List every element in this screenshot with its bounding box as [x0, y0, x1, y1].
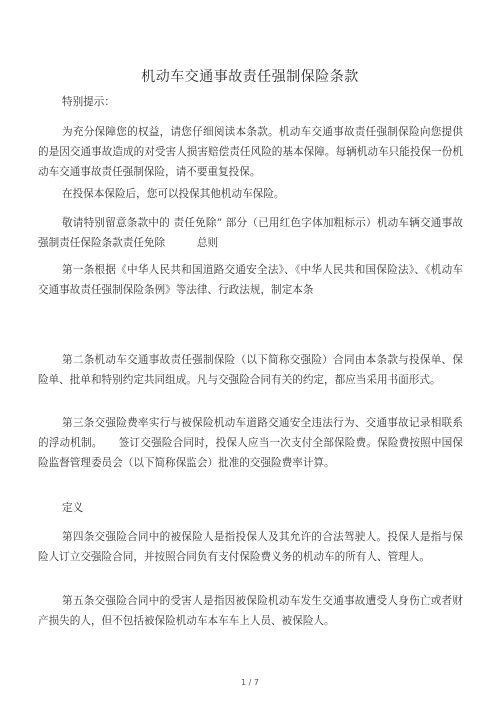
section-definitions: 定义 [62, 502, 84, 514]
article-4: 第四条交强险合同中的被保险人是指投保人及其允许的合法驾驶人。投保人是指与保险人订立交强险合同，并按照合同负有支付保险费义务的机动车的所有人、管理人。 [38, 531, 463, 563]
document-title: 机动车交通事故责任强制保险条款 [141, 69, 359, 85]
page-number: 1 / 7 [241, 678, 259, 687]
paragraph-exclusion-notice: 敬请特别留意条款中的 责任免除” 部分（已用红色字体加粗标示）机动车辆交通事故强制责任保险条款责任免除 总则 [38, 217, 463, 249]
article-2: 第二条机动车交通事故责任强制保险（以下简称交强险）合同由本条款与投保单、保险单、批单和特别约定共同组成。凡与交强险合同有关的约定，都应当采用书面形式。 [38, 354, 463, 386]
paragraph-other-insurance: 在投保本保险后，您可以投保其他机动车保险。 [62, 188, 285, 200]
article-1: 第一条根据《中华人民共和国道路交通安全法》、《中华人民共和国保险法》、《机动车交通事故责任强制保险条例》等法律、行政法规，制定本条 [38, 264, 463, 296]
article-3: 第三条交强险费率实行与被保险机动车道路交通安全违法行为、交通事故记录相联系的浮动机制。 签订交强险合同时，投保人应当一次支付全部保险费。保险费按照中国保险监督管理委员会（以下简称保监会）批准的交强险费率计算。 [38, 417, 463, 469]
special-notice-heading: 特别提示： [62, 96, 115, 108]
paragraph-intro: 为充分保障您的权益，请您仔细阅读本条款。机动车交通事故责任强制保险向您提供的是因交通事故造成的对受害人损害赔偿责任风险的基本保障。每辆机动车只能投保一份机动车交通事故责任强制保险，请不要重复投保。 [38, 126, 463, 178]
article-5: 第五条交强险合同中的受害人是指因被保险机动车发生交通事故遭受人身伤亡或者财产损失的人，但不包括被保险机动车本车车上人员、被保险人。 [38, 595, 463, 627]
